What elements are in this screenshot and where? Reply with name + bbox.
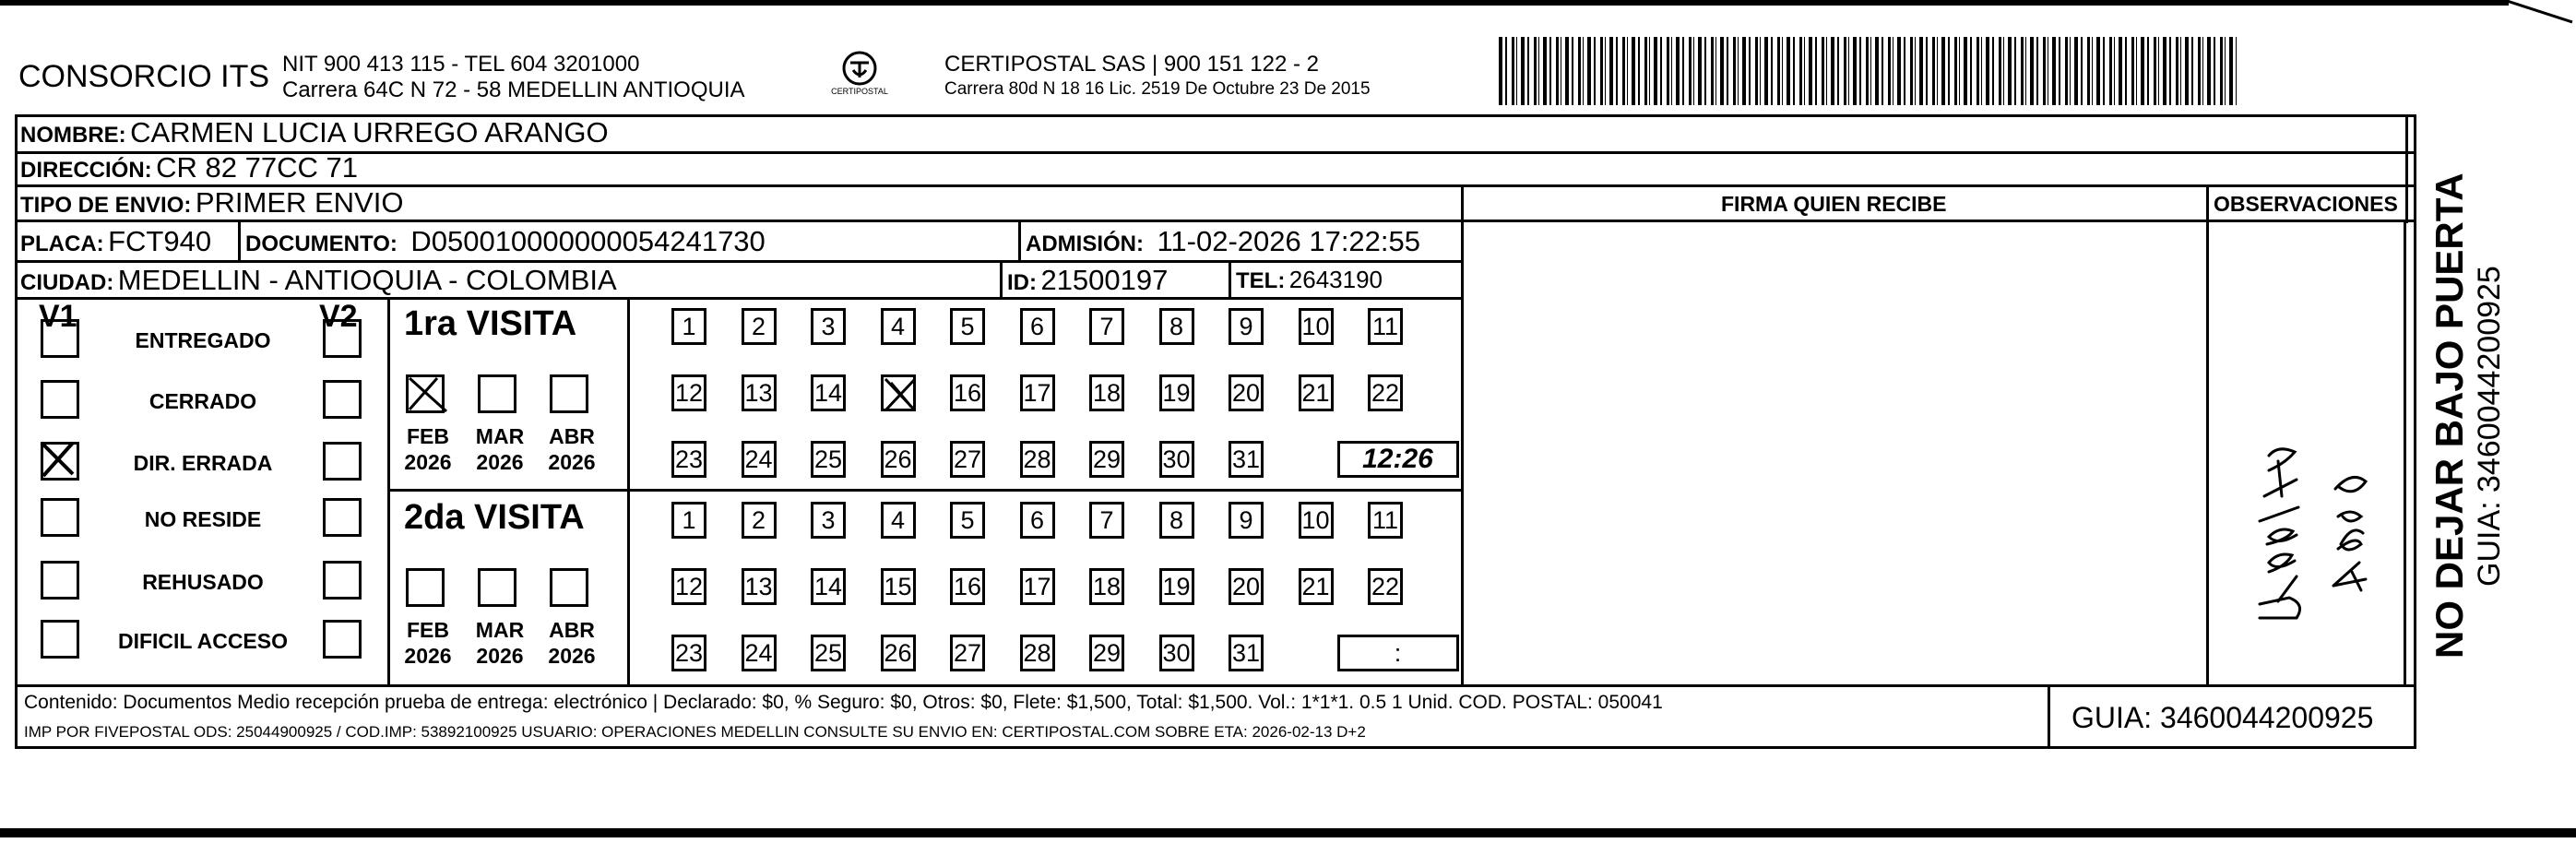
- col-divider: [238, 220, 241, 262]
- side-warning: NO DEJAR BAJO PUERTA: [2428, 172, 2471, 659]
- day-box[interactable]: 16: [950, 568, 985, 605]
- logo-text: CERTIPOSTAL: [831, 87, 888, 96]
- day-box[interactable]: 5: [950, 308, 985, 345]
- month-year: 2026: [404, 450, 452, 474]
- day-box[interactable]: 30: [1159, 635, 1194, 671]
- day-box[interactable]: 7: [1089, 308, 1124, 345]
- month-label: ABR: [549, 424, 595, 448]
- visit-divider: [387, 489, 1461, 492]
- documento-label: DOCUMENTO:: [245, 232, 398, 256]
- id-row: [1007, 264, 1168, 297]
- ciudad-row: [20, 264, 617, 297]
- documento-value: D050010000000054241730: [410, 225, 766, 257]
- day-box[interactable]: 1: [671, 502, 706, 539]
- placa-value: FCT940: [108, 225, 212, 257]
- day-box[interactable]: 6: [1020, 308, 1055, 345]
- visit-title: 2da VISITA: [404, 498, 585, 537]
- nombre-label: NOMBRE:: [20, 123, 126, 148]
- day-box[interactable]: 29: [1089, 635, 1124, 671]
- time-box[interactable]: :: [1337, 635, 1459, 671]
- col-divider: [1018, 220, 1021, 262]
- day-box[interactable]: 8: [1159, 502, 1194, 539]
- col-divider: [1000, 260, 1003, 299]
- company-name: CONSORCIO ITS: [18, 59, 270, 94]
- scan-edge-bottom: [0, 828, 2576, 837]
- x-mark-icon: [884, 377, 919, 422]
- day-box[interactable]: 1: [671, 308, 706, 345]
- day-box[interactable]: 19: [1159, 568, 1194, 605]
- certipostal-logo: [823, 50, 896, 101]
- col-divider: [2404, 220, 2406, 684]
- month-year: 2026: [548, 450, 596, 474]
- placa-row: [20, 225, 211, 258]
- day-box[interactable]: 22: [1368, 374, 1403, 411]
- nit-line: NIT 900 413 115 - TEL 604 3201000: [282, 52, 640, 77]
- status-option-label: ENTREGADO: [135, 328, 271, 352]
- footer-guia: GUIA: 3460044200925: [2071, 701, 2374, 734]
- observaciones-label: OBSERVACIONES: [2214, 192, 2398, 216]
- day-box[interactable]: 16: [950, 374, 985, 411]
- col-divider: [2405, 114, 2408, 223]
- documento-row: [245, 225, 766, 258]
- day-box[interactable]: 8: [1159, 308, 1194, 345]
- day-box[interactable]: 25: [811, 635, 846, 671]
- month-label: FEB: [407, 424, 449, 448]
- day-box[interactable]: 31: [1229, 635, 1264, 671]
- day-box[interactable]: 26: [881, 635, 916, 671]
- v2-checkbox[interactable]: [323, 620, 362, 659]
- day-box[interactable]: 12: [671, 568, 706, 605]
- month-checkbox[interactable]: [478, 568, 516, 607]
- v1-label: V1: [39, 299, 77, 334]
- day-box[interactable]: 26: [881, 441, 916, 478]
- barcode: [1499, 37, 2237, 105]
- day-box[interactable]: 25: [811, 441, 846, 478]
- day-box[interactable]: 10: [1299, 502, 1334, 539]
- day-box[interactable]: 7: [1089, 502, 1124, 539]
- col-divider: [2206, 184, 2209, 684]
- day-box[interactable]: 18: [1089, 374, 1124, 411]
- day-box[interactable]: 13: [742, 568, 777, 605]
- status-option-label: DIR. ERRADA: [133, 451, 273, 475]
- month-checkbox[interactable]: [550, 374, 588, 413]
- day-box[interactable]: 14: [811, 568, 846, 605]
- v2-checkbox[interactable]: [323, 442, 362, 481]
- day-box-checked[interactable]: [881, 374, 916, 411]
- day-box[interactable]: 24: [742, 635, 777, 671]
- month-checkbox[interactable]: [478, 374, 516, 413]
- status-option-label: DIFICIL ACCESO: [117, 629, 288, 653]
- day-box[interactable]: 23: [671, 635, 706, 671]
- v2-checkbox[interactable]: [323, 380, 362, 419]
- day-box[interactable]: 24: [742, 441, 777, 478]
- license-line: Carrera 80d N 18 16 Lic. 2519 De Octubre 23 De 2015: [944, 79, 1371, 99]
- day-box[interactable]: 12: [671, 374, 706, 411]
- side-guia: GUIA: 3460044200925: [2472, 266, 2507, 587]
- day-box[interactable]: 17: [1020, 568, 1055, 605]
- time-box[interactable]: 12:26: [1337, 441, 1459, 478]
- day-box[interactable]: 20: [1229, 374, 1264, 411]
- ciudad-label: CIUDAD:: [20, 270, 114, 295]
- day-box[interactable]: 28: [1020, 441, 1055, 478]
- direccion-label: DIRECCIÓN:: [20, 158, 152, 183]
- day-box[interactable]: 21: [1299, 374, 1334, 411]
- ciudad-value: MEDELLIN - ANTIOQUIA - COLOMBIA: [117, 264, 617, 296]
- day-box[interactable]: 3: [811, 502, 846, 539]
- day-box[interactable]: 18: [1089, 568, 1124, 605]
- row-divider: [15, 260, 1463, 263]
- col-divider: [1229, 260, 1231, 299]
- day-box[interactable]: 15: [881, 568, 916, 605]
- day-box[interactable]: 23: [671, 441, 706, 478]
- month-checkbox[interactable]: [406, 568, 445, 607]
- day-box[interactable]: 3: [811, 308, 846, 345]
- row-divider: [15, 684, 2416, 687]
- day-box[interactable]: 27: [950, 635, 985, 671]
- footer-contenido: Contenido: Documentos Medio recepción prueba de entrega: electrónico | Declarado: $0, % Seguro: $0, Otros: $0, Flete: $1,500, Total: $1,500. Vol.: 1*1*1. 0.5 1 Unid. COD. POSTAL: 050041: [24, 692, 1663, 713]
- x-mark-icon: [406, 374, 452, 413]
- day-box[interactable]: 2: [742, 308, 777, 345]
- day-box[interactable]: 21: [1299, 568, 1334, 605]
- day-box[interactable]: 4: [881, 502, 916, 539]
- day-box[interactable]: 27: [950, 441, 985, 478]
- day-box[interactable]: 19: [1159, 374, 1194, 411]
- month-label: FEB: [407, 618, 449, 642]
- tel-value: 2643190: [1288, 266, 1383, 293]
- month-year: 2026: [548, 644, 596, 668]
- address-line: Carrera 64C N 72 - 58 MEDELLIN ANTIOQUIA: [282, 77, 745, 102]
- certipostal-line: CERTIPOSTAL SAS | 900 151 122 - 2: [944, 52, 1319, 77]
- day-box[interactable]: 31: [1229, 441, 1264, 478]
- tipo-value: PRIMER ENVIO: [195, 186, 404, 219]
- day-box[interactable]: 10: [1299, 308, 1334, 345]
- nombre-row: [20, 116, 609, 149]
- day-box[interactable]: 2: [742, 502, 777, 539]
- scan-corner-top-right: [2508, 0, 2572, 23]
- tel-label: TEL:: [1236, 268, 1286, 293]
- admision-row: [1026, 225, 1420, 258]
- direccion-row: [20, 151, 358, 184]
- day-box[interactable]: 9: [1229, 308, 1264, 345]
- month-label: ABR: [549, 618, 595, 642]
- month-year: 2026: [404, 644, 452, 668]
- handwritten-observation: [2241, 387, 2380, 627]
- day-box[interactable]: 29: [1089, 441, 1124, 478]
- day-box[interactable]: 20: [1229, 568, 1264, 605]
- row-divider: [15, 220, 2416, 222]
- day-box[interactable]: 30: [1159, 441, 1194, 478]
- direccion-value: CR 82 77CC 71: [156, 151, 358, 184]
- admision-label: ADMISIÓN:: [1026, 232, 1144, 256]
- row-divider: [15, 151, 2416, 154]
- col-divider: [2048, 684, 2050, 749]
- handwriting-icon: [2241, 387, 2380, 627]
- status-option-label: REHUSADO: [142, 570, 264, 594]
- status-option-label: CERRADO: [148, 389, 257, 413]
- day-box[interactable]: 14: [811, 374, 846, 411]
- month-label: MAR: [475, 618, 525, 642]
- v2-checkbox[interactable]: [323, 498, 362, 537]
- month-checkbox[interactable]: [550, 568, 588, 607]
- tipo-label: TIPO DE ENVIO:: [20, 193, 192, 218]
- month-checkbox[interactable]: [406, 374, 445, 413]
- firma-label: FIRMA QUIEN RECIBE: [1721, 192, 1947, 216]
- status-option-label: NO RESIDE: [144, 507, 262, 531]
- month-label: MAR: [475, 424, 525, 448]
- day-box[interactable]: 17: [1020, 374, 1055, 411]
- v2-label: V2: [319, 299, 358, 334]
- month-year: 2026: [476, 644, 524, 668]
- id-value: 21500197: [1040, 264, 1169, 296]
- tipo-row: [20, 186, 403, 220]
- admision-value: 11-02-2026 17:22:55: [1157, 225, 1421, 257]
- day-box[interactable]: 6: [1020, 502, 1055, 539]
- row-divider: [15, 297, 1463, 300]
- day-box[interactable]: 9: [1229, 502, 1264, 539]
- day-box[interactable]: 28: [1020, 635, 1055, 671]
- day-box[interactable]: 5: [950, 502, 985, 539]
- day-box[interactable]: 4: [881, 308, 916, 345]
- day-box[interactable]: 11: [1368, 502, 1403, 539]
- v2-checkbox[interactable]: [323, 319, 362, 358]
- nombre-value: CARMEN LUCIA URREGO ARANGO: [130, 116, 609, 148]
- visit-title: 1ra VISITA: [404, 304, 577, 343]
- col-divider: [1461, 184, 1464, 684]
- day-box[interactable]: 13: [742, 374, 777, 411]
- placa-label: PLACA:: [20, 232, 104, 256]
- month-year: 2026: [476, 450, 524, 474]
- tel-row: [1236, 266, 1383, 294]
- footer-imp: IMP POR FIVEPOSTAL ODS: 25044900925 / COD.IMP: 53892100925 USUARIO: OPERACIONES MEDELLIN CONSULTE SU ENVIO EN: CERTIPOSTAL.COM SOBRE ETA: 2026-02-13 D+2: [24, 723, 1366, 741]
- scan-edge-top: [0, 0, 2509, 6]
- id-label: ID:: [1007, 270, 1037, 295]
- day-box[interactable]: 11: [1368, 308, 1403, 345]
- day-box[interactable]: 22: [1368, 568, 1403, 605]
- v2-checkbox[interactable]: [323, 561, 362, 600]
